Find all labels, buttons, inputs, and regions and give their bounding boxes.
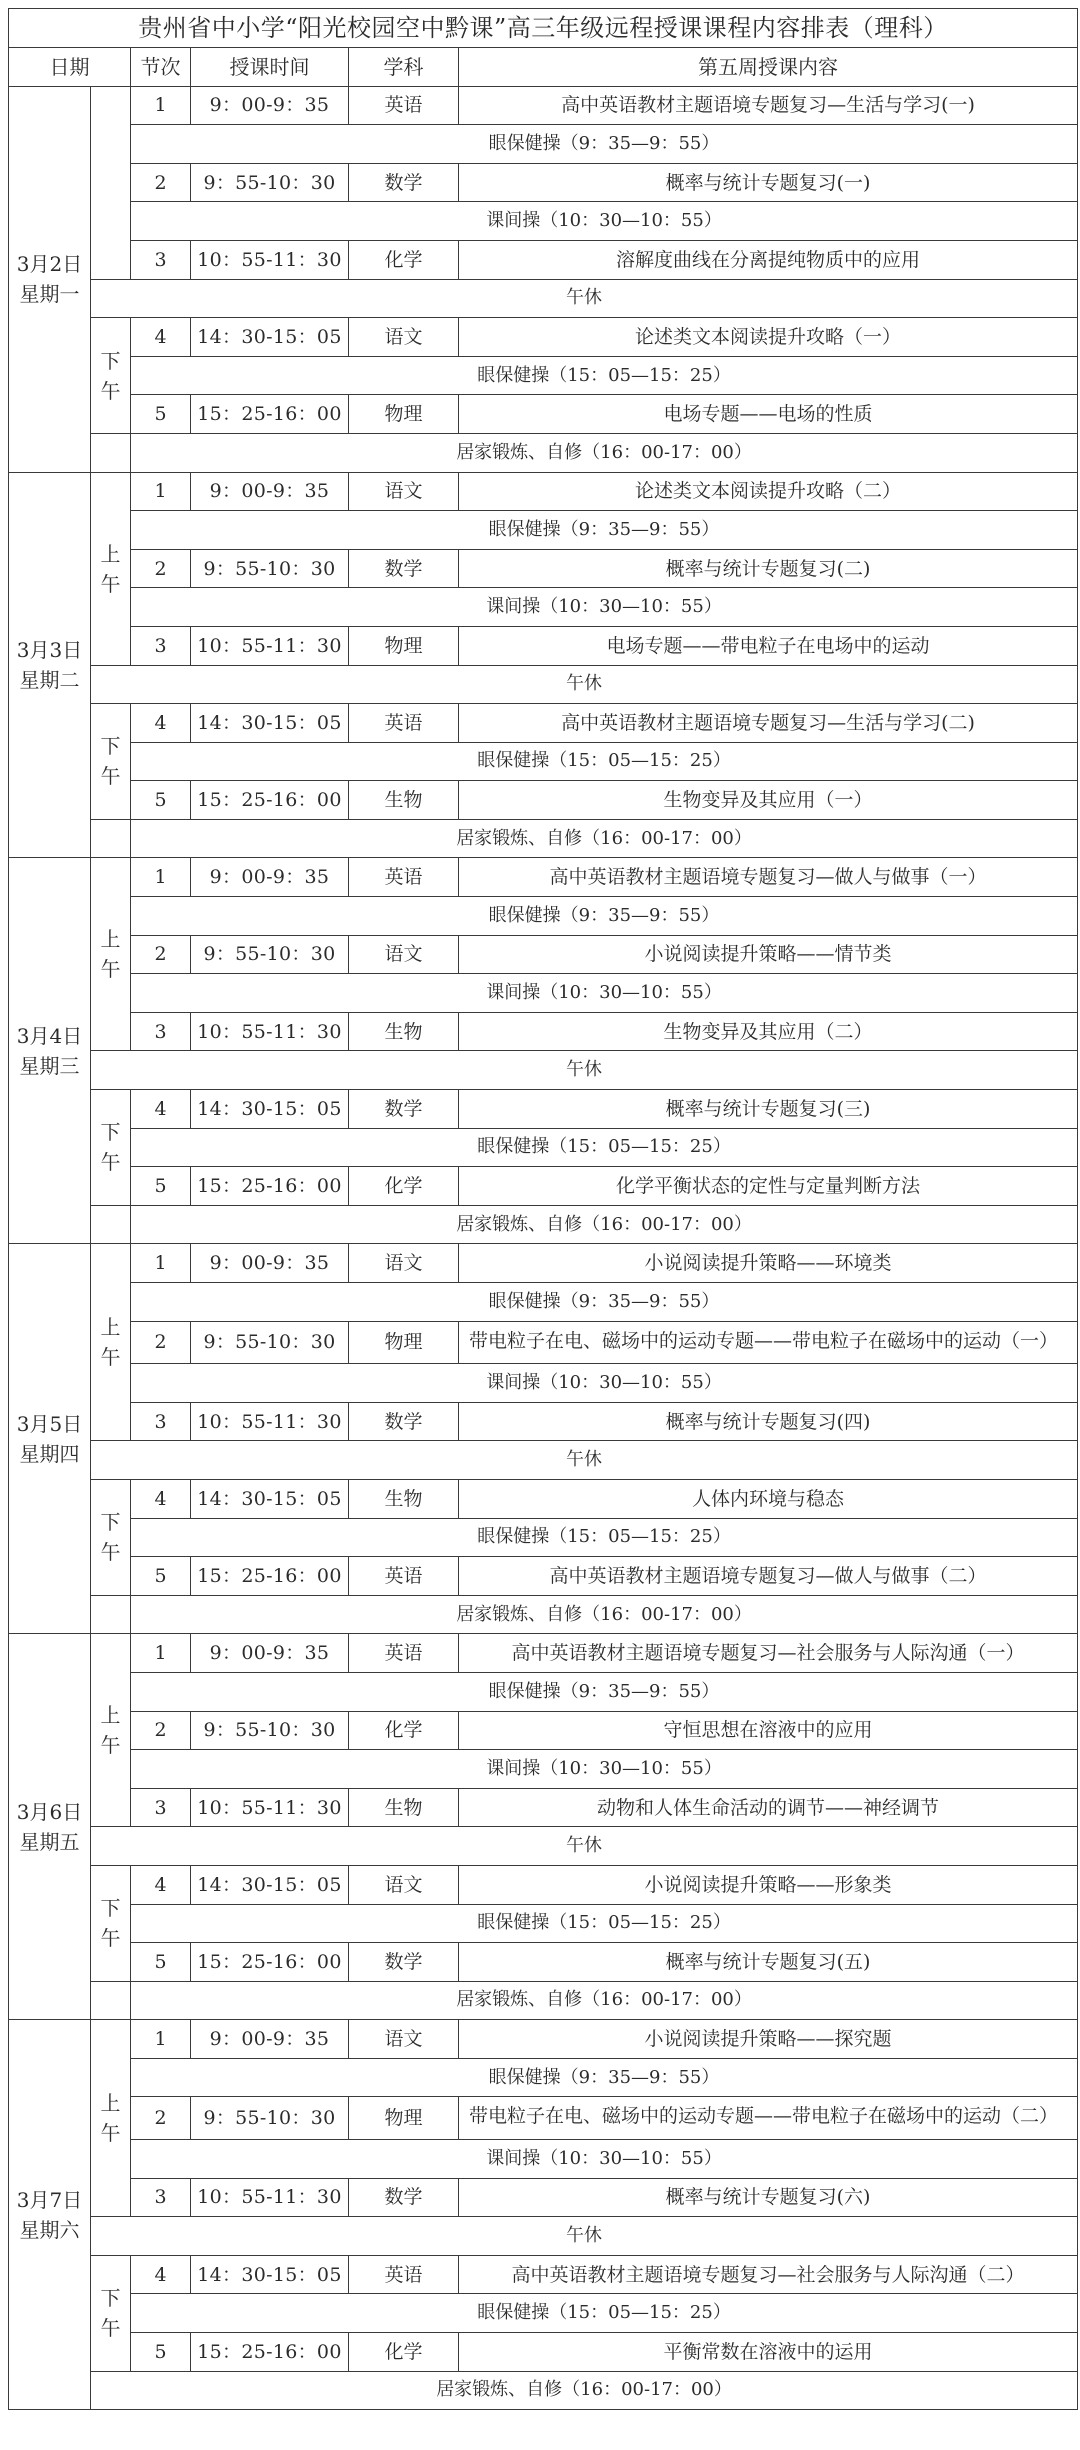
home-study-cell: 居家锻炼、自修（16：00-17：00） — [131, 819, 1078, 858]
content-cell: 生物变异及其应用（一） — [459, 781, 1078, 820]
content-cell: 小说阅读提升策略——形象类 — [459, 1865, 1078, 1904]
time-cell: 15：25-16：00 — [191, 2333, 349, 2372]
subject-cell: 物理 — [349, 2097, 459, 2140]
period-cell: 5 — [131, 1943, 191, 1982]
period-cell: 4 — [131, 1090, 191, 1129]
content-cell: 高中英语教材主题语境专题复习—做人与做事（二） — [459, 1557, 1078, 1596]
content-cell: 高中英语教材主题语境专题复习—社会服务与人际沟通（一） — [459, 1634, 1078, 1673]
class-row — [9, 2178, 1078, 2217]
period-cell: 4 — [131, 1479, 191, 1518]
subject-cell: 生物 — [349, 1788, 459, 1827]
time-cell: 10：55-11：30 — [191, 240, 349, 279]
subject-cell: 语文 — [349, 1865, 459, 1904]
class-row — [9, 626, 1078, 665]
eye-exercise-am-cell: 眼保健操（9：35—9：55） — [131, 1672, 1078, 1711]
eye-exercise-pm-row — [9, 356, 1078, 395]
morning-label: 上午 — [91, 1634, 131, 1827]
break-exercise-cell: 课间操（10：30—10：55） — [131, 588, 1078, 627]
content-cell: 小说阅读提升策略——情节类 — [459, 935, 1078, 974]
period-cell: 4 — [131, 2255, 191, 2294]
content-cell: 高中英语教材主题语境专题复习—生活与学习(一) — [459, 86, 1078, 125]
period-cell: 1 — [131, 1244, 191, 1283]
subject-cell: 生物 — [349, 1479, 459, 1518]
period-cell: 4 — [131, 318, 191, 357]
period-cell: 3 — [131, 626, 191, 665]
subject-cell: 物理 — [349, 395, 459, 434]
weekday-label: 星期六 — [19, 2217, 80, 2242]
header-time: 授课时间 — [191, 48, 349, 87]
subject-cell: 数学 — [349, 1943, 459, 1982]
time-cell: 9：55-10：30 — [191, 1711, 349, 1750]
eye-exercise-am-row — [9, 511, 1078, 550]
weekday-label: 星期四 — [19, 1441, 80, 1466]
afternoon-label: 下午 — [91, 704, 131, 820]
time-cell: 9：00-9：35 — [191, 86, 349, 125]
eye-exercise-pm-row — [9, 1904, 1078, 1943]
subject-cell: 英语 — [349, 704, 459, 743]
period-cell: 5 — [131, 1167, 191, 1206]
subject-cell: 语文 — [349, 2020, 459, 2059]
time-cell: 14：30-15：05 — [191, 704, 349, 743]
period-cell: 3 — [131, 1788, 191, 1827]
class-row — [9, 781, 1078, 820]
class-row — [9, 935, 1078, 974]
weekday-label: 星期五 — [19, 1829, 80, 1854]
class-row — [9, 1244, 1078, 1283]
eye-exercise-am-cell: 眼保健操（9：35—9：55） — [131, 2058, 1078, 2097]
subject-cell: 生物 — [349, 1012, 459, 1051]
empty-cell — [91, 1595, 131, 1634]
break-exercise-row — [9, 588, 1078, 627]
time-cell: 14：30-15：05 — [191, 1090, 349, 1129]
period-cell: 2 — [131, 549, 191, 588]
period-cell: 1 — [131, 2020, 191, 2059]
time-cell: 9：00-9：35 — [191, 2020, 349, 2059]
time-cell: 15：25-16：00 — [191, 1167, 349, 1206]
class-row — [9, 1402, 1078, 1441]
subject-cell: 语文 — [349, 472, 459, 511]
time-cell: 10：55-11：30 — [191, 1402, 349, 1441]
class-row — [9, 1865, 1078, 1904]
time-cell: 15：25-16：00 — [191, 781, 349, 820]
subject-cell: 化学 — [349, 240, 459, 279]
date-label: 3月6日 — [16, 1799, 83, 1824]
afternoon-label: 下午 — [91, 2255, 131, 2371]
subject-cell: 数学 — [349, 1090, 459, 1129]
lunch-cell: 午休 — [91, 665, 1078, 704]
eye-exercise-am-row — [9, 2058, 1078, 2097]
period-cell: 1 — [131, 472, 191, 511]
morning-label: 上午 — [91, 858, 131, 1051]
class-row — [9, 1788, 1078, 1827]
class-row — [9, 1479, 1078, 1518]
content-cell: 电场专题——电场的性质 — [459, 395, 1078, 434]
time-cell: 14：30-15：05 — [191, 2255, 349, 2294]
class-row — [9, 1711, 1078, 1750]
period-cell: 3 — [131, 240, 191, 279]
empty-cell — [91, 819, 131, 858]
class-row — [9, 240, 1078, 279]
subject-cell: 数学 — [349, 1402, 459, 1441]
subject-cell: 物理 — [349, 1321, 459, 1364]
subject-cell: 数学 — [349, 2178, 459, 2217]
break-exercise-row — [9, 974, 1078, 1013]
lunch-cell: 午休 — [91, 2217, 1078, 2256]
period-cell: 3 — [131, 2178, 191, 2217]
period-cell: 2 — [131, 163, 191, 202]
class-row — [9, 549, 1078, 588]
eye-exercise-am-cell: 眼保健操（9：35—9：55） — [131, 125, 1078, 164]
time-cell: 14：30-15：05 — [191, 318, 349, 357]
subject-cell: 英语 — [349, 858, 459, 897]
date-label: 3月3日 — [16, 638, 83, 662]
time-cell: 9：55-10：30 — [191, 935, 349, 974]
home-study-row — [9, 1981, 1078, 2020]
content-cell: 高中英语教材主题语境专题复习—做人与做事（一） — [459, 858, 1078, 897]
time-cell: 14：30-15：05 — [191, 1865, 349, 1904]
class-row — [9, 1557, 1078, 1596]
period-cell: 2 — [131, 1711, 191, 1750]
eye-exercise-pm-cell: 眼保健操（15：05—15：25） — [131, 2294, 1078, 2333]
date-cell — [9, 86, 91, 472]
period-cell: 2 — [131, 2097, 191, 2140]
empty-cell — [91, 1981, 131, 2020]
eye-exercise-pm-cell: 眼保健操（15：05—15：25） — [131, 1518, 1078, 1557]
eye-exercise-pm-row — [9, 1128, 1078, 1167]
home-study-cell: 居家锻炼、自修（16：00-17：00） — [131, 433, 1078, 472]
eye-exercise-am-cell: 眼保健操（9：35—9：55） — [131, 511, 1078, 550]
eye-exercise-pm-cell: 眼保健操（15：05—15：25） — [131, 1904, 1078, 1943]
lunch-cell: 午休 — [91, 1051, 1078, 1090]
page-title: 贵州省中小学“阳光校园空中黔课”高三年级远程授课课程内容排表（理科） — [9, 9, 1078, 48]
lunch-cell: 午休 — [91, 279, 1078, 318]
title-row — [9, 9, 1078, 48]
content-cell: 小说阅读提升策略——环境类 — [459, 1244, 1078, 1283]
class-row — [9, 86, 1078, 125]
class-row — [9, 858, 1078, 897]
time-cell: 9：00-9：35 — [191, 858, 349, 897]
subject-cell: 物理 — [349, 626, 459, 665]
content-cell: 小说阅读提升策略——探究题 — [459, 2020, 1078, 2059]
home-study-row — [9, 819, 1078, 858]
weekday-label: 星期二 — [19, 668, 80, 692]
morning-label: 上午 — [91, 2020, 131, 2217]
morning-label: 上午 — [91, 472, 131, 665]
content-cell: 高中英语教材主题语境专题复习—社会服务与人际沟通（二） — [459, 2255, 1078, 2294]
break-exercise-cell: 课间操（10：30—10：55） — [131, 1364, 1078, 1403]
period-cell: 5 — [131, 781, 191, 820]
lunch-row — [9, 2217, 1078, 2256]
content-cell: 概率与统计专题复习(六) — [459, 2178, 1078, 2217]
period-cell: 4 — [131, 704, 191, 743]
subject-cell: 化学 — [349, 2333, 459, 2372]
content-cell: 溶解度曲线在分离提纯物质中的应用 — [459, 240, 1078, 279]
home-study-cell: 居家锻炼、自修（16：00-17：00） — [131, 1981, 1078, 2020]
header-content: 第五周授课内容 — [459, 48, 1078, 87]
break-exercise-row — [9, 202, 1078, 241]
content-text: 带电粒子在电、磁场中的运动专题——带电粒子在磁场中的运动（二） — [469, 2105, 1059, 2128]
class-row — [9, 163, 1078, 202]
class-row — [9, 2097, 1078, 2140]
subject-cell: 英语 — [349, 2255, 459, 2294]
class-row — [9, 1167, 1078, 1206]
content-cell — [459, 1321, 1078, 1364]
weekday-label: 星期一 — [19, 282, 80, 307]
header-row — [9, 48, 1078, 87]
home-study-row — [9, 2371, 1078, 2410]
subject-cell: 生物 — [349, 781, 459, 820]
time-cell: 9：00-9：35 — [191, 1634, 349, 1673]
date-label: 3月2日 — [16, 252, 83, 277]
home-study-cell: 居家锻炼、自修（16：00-17：00） — [91, 2371, 1078, 2410]
break-exercise-cell: 课间操（10：30—10：55） — [131, 1750, 1078, 1789]
eye-exercise-pm-row — [9, 742, 1078, 781]
date-cell — [9, 472, 91, 858]
home-study-row — [9, 1205, 1078, 1244]
period-cell: 3 — [131, 1402, 191, 1441]
lunch-cell: 午休 — [91, 1827, 1078, 1866]
class-row — [9, 1321, 1078, 1364]
subject-cell: 数学 — [349, 163, 459, 202]
break-exercise-cell: 课间操（10：30—10：55） — [131, 202, 1078, 241]
subject-cell: 语文 — [349, 1244, 459, 1283]
content-cell: 概率与统计专题复习(三) — [459, 1090, 1078, 1129]
content-cell: 高中英语教材主题语境专题复习—生活与学习(二) — [459, 704, 1078, 743]
content-cell: 平衡常数在溶液中的运用 — [459, 2333, 1078, 2372]
class-row — [9, 472, 1078, 511]
eye-exercise-am-row — [9, 1283, 1078, 1322]
eye-exercise-pm-row — [9, 2294, 1078, 2333]
subject-cell: 化学 — [349, 1711, 459, 1750]
period-cell: 2 — [131, 1321, 191, 1364]
period-cell: 3 — [131, 1012, 191, 1051]
time-cell: 9：55-10：30 — [191, 1321, 349, 1364]
content-cell: 人体内环境与稳态 — [459, 1479, 1078, 1518]
content-cell: 概率与统计专题复习(四) — [459, 1402, 1078, 1441]
period-cell: 1 — [131, 1634, 191, 1673]
home-study-row — [9, 433, 1078, 472]
class-row — [9, 1634, 1078, 1673]
content-cell — [459, 2097, 1078, 2140]
time-cell: 15：25-16：00 — [191, 395, 349, 434]
date-cell — [9, 858, 91, 1244]
break-exercise-row — [9, 2140, 1078, 2179]
time-cell: 9：55-10：30 — [191, 163, 349, 202]
class-row — [9, 1090, 1078, 1129]
content-cell: 论述类文本阅读提升攻略（二） — [459, 472, 1078, 511]
lunch-row — [9, 1441, 1078, 1480]
time-cell: 10：55-11：30 — [191, 1788, 349, 1827]
period-cell: 1 — [131, 86, 191, 125]
time-cell: 9：55-10：30 — [191, 2097, 349, 2140]
header-subject: 学科 — [349, 48, 459, 87]
eye-exercise-am-row — [9, 1672, 1078, 1711]
eye-exercise-am-cell: 眼保健操（9：35—9：55） — [131, 1283, 1078, 1322]
lunch-cell: 午休 — [91, 1441, 1078, 1480]
break-exercise-cell: 课间操（10：30—10：55） — [131, 974, 1078, 1013]
lunch-row — [9, 279, 1078, 318]
subject-cell: 语文 — [349, 318, 459, 357]
eye-exercise-pm-cell: 眼保健操（15：05—15：25） — [131, 356, 1078, 395]
break-exercise-row — [9, 1364, 1078, 1403]
period-cell: 5 — [131, 2333, 191, 2372]
header-period: 节次 — [131, 48, 191, 87]
eye-exercise-am-cell: 眼保健操（9：35—9：55） — [131, 897, 1078, 936]
weekday-label: 星期三 — [19, 1053, 80, 1078]
class-row — [9, 1943, 1078, 1982]
subject-cell: 数学 — [349, 549, 459, 588]
date-label: 3月7日 — [16, 2187, 83, 2212]
time-cell: 10：55-11：30 — [191, 2178, 349, 2217]
subject-cell: 英语 — [349, 1634, 459, 1673]
eye-exercise-pm-cell: 眼保健操（15：05—15：25） — [131, 742, 1078, 781]
eye-exercise-pm-cell: 眼保健操（15：05—15：25） — [131, 1128, 1078, 1167]
schedule-sheet — [8, 8, 1077, 2410]
class-row — [9, 2333, 1078, 2372]
time-cell: 10：55-11：30 — [191, 626, 349, 665]
home-study-row — [9, 1595, 1078, 1634]
time-cell: 15：25-16：00 — [191, 1557, 349, 1596]
empty-cell — [91, 1205, 131, 1244]
content-cell: 概率与统计专题复习(一) — [459, 163, 1078, 202]
empty-cell — [91, 433, 131, 472]
time-cell: 15：25-16：00 — [191, 1943, 349, 1982]
period-cell: 5 — [131, 395, 191, 434]
afternoon-label: 下午 — [91, 318, 131, 434]
content-cell: 守恒思想在溶液中的应用 — [459, 1711, 1078, 1750]
class-row — [9, 704, 1078, 743]
home-study-cell: 居家锻炼、自修（16：00-17：00） — [131, 1205, 1078, 1244]
class-row — [9, 2255, 1078, 2294]
class-row — [9, 395, 1078, 434]
morning-label — [91, 86, 131, 279]
date-cell — [9, 1244, 91, 1634]
period-cell: 5 — [131, 1557, 191, 1596]
afternoon-label: 下午 — [91, 1479, 131, 1595]
class-row — [9, 1012, 1078, 1051]
date-label: 3月4日 — [16, 1023, 83, 1048]
time-cell: 10：55-11：30 — [191, 1012, 349, 1051]
break-exercise-row — [9, 1750, 1078, 1789]
content-cell: 概率与统计专题复习(二) — [459, 549, 1078, 588]
subject-cell: 化学 — [349, 1167, 459, 1206]
content-cell: 生物变异及其应用（二） — [459, 1012, 1078, 1051]
time-cell: 9：00-9：35 — [191, 472, 349, 511]
content-cell: 化学平衡状态的定性与定量判断方法 — [459, 1167, 1078, 1206]
date-cell — [9, 2020, 91, 2410]
subject-cell: 英语 — [349, 1557, 459, 1596]
lunch-row — [9, 665, 1078, 704]
content-cell: 电场专题——带电粒子在电场中的运动 — [459, 626, 1078, 665]
subject-cell: 语文 — [349, 935, 459, 974]
period-cell: 1 — [131, 858, 191, 897]
header-date: 日期 — [9, 48, 131, 87]
subject-cell: 英语 — [349, 86, 459, 125]
period-cell: 4 — [131, 1865, 191, 1904]
eye-exercise-pm-row — [9, 1518, 1078, 1557]
content-cell: 论述类文本阅读提升攻略（一） — [459, 318, 1078, 357]
content-cell: 动物和人体生命活动的调节——神经调节 — [459, 1788, 1078, 1827]
schedule-table — [8, 8, 1078, 2410]
home-study-cell: 居家锻炼、自修（16：00-17：00） — [131, 1595, 1078, 1634]
period-cell: 2 — [131, 935, 191, 974]
morning-label: 上午 — [91, 1244, 131, 1441]
content-text: 带电粒子在电、磁场中的运动专题——带电粒子在磁场中的运动（一） — [469, 1329, 1059, 1352]
class-row — [9, 2020, 1078, 2059]
lunch-row — [9, 1051, 1078, 1090]
class-row — [9, 318, 1078, 357]
lunch-row — [9, 1827, 1078, 1866]
eye-exercise-am-row — [9, 897, 1078, 936]
afternoon-label: 下午 — [91, 1090, 131, 1206]
content-cell: 概率与统计专题复习(五) — [459, 1943, 1078, 1982]
date-cell — [9, 1634, 91, 2020]
date-label: 3月5日 — [16, 1411, 83, 1436]
afternoon-label: 下午 — [91, 1865, 131, 1981]
eye-exercise-am-row — [9, 125, 1078, 164]
time-cell: 14：30-15：05 — [191, 1479, 349, 1518]
time-cell: 9：00-9：35 — [191, 1244, 349, 1283]
time-cell: 9：55-10：30 — [191, 549, 349, 588]
break-exercise-cell: 课间操（10：30—10：55） — [131, 2140, 1078, 2179]
